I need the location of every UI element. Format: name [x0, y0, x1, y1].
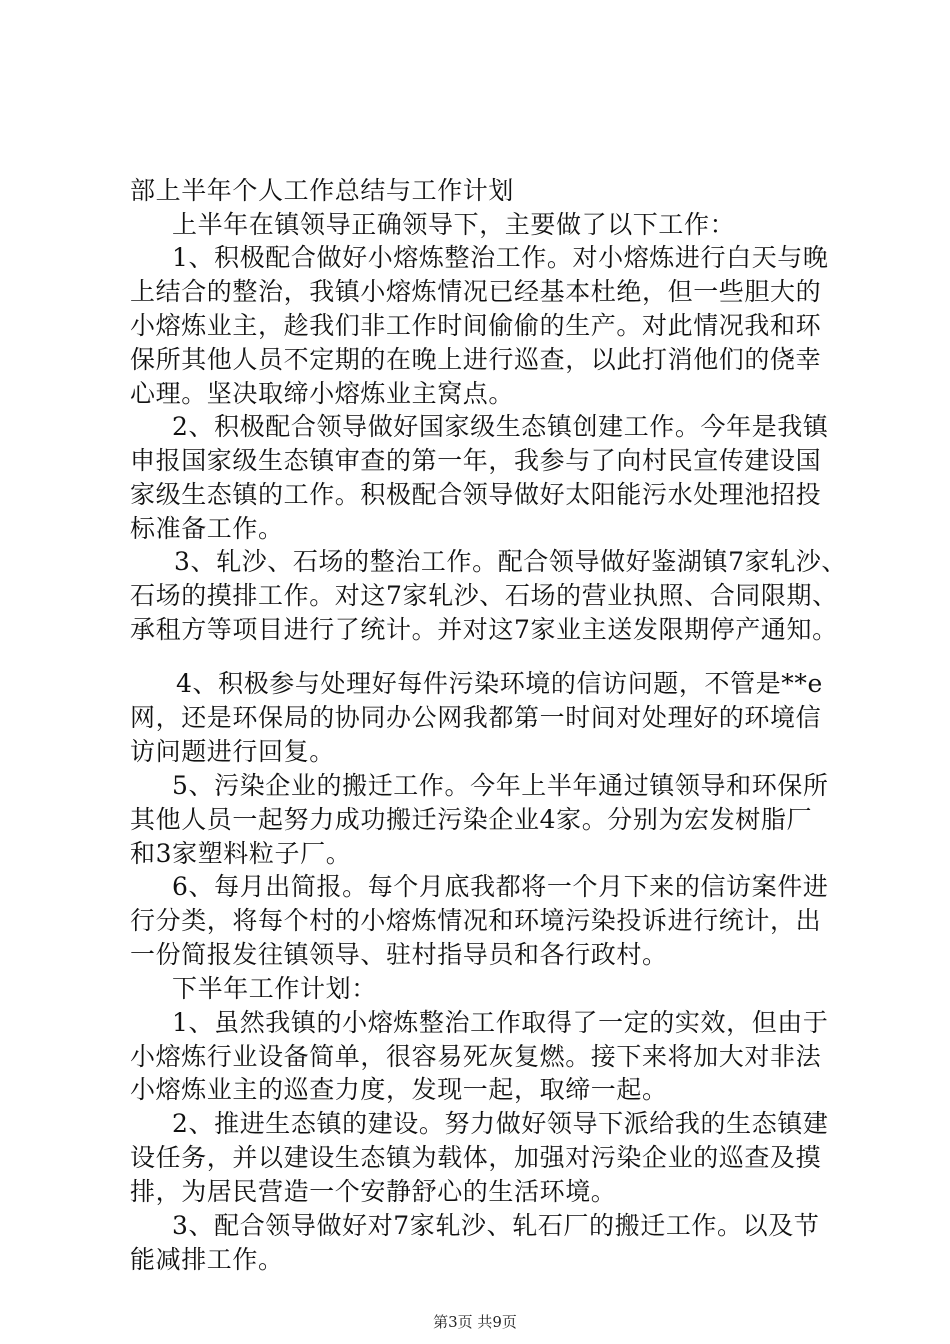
item2-line: 家级生态镇的工作。积极配合领导做好太阳能污水处理池招投: [130, 480, 822, 509]
item4-line: 访问题进行回复。: [130, 737, 335, 766]
plan2-line: 2、推进生态镇的建设。努力做好领导下派给我的生态镇建: [172, 1109, 829, 1138]
item3-line: 承租方等项目进行了统计。并对这7家业主送发限期停产通知。: [130, 615, 838, 644]
intro-paragraph: 上半年在镇领导正确领导下，主要做了以下工作：: [172, 210, 736, 239]
page-footer: 第3页 共9页: [433, 1313, 517, 1331]
item2-line: 申报国家级生态镇审查的第一年，我参与了向村民宣传建设国: [130, 446, 822, 475]
item6-line: 一份简报发往镇领导、驻村指导员和各行政村。: [130, 940, 668, 969]
item1-line: 上结合的整治，我镇小熔炼情况已经基本杜绝，但一些胆大的: [130, 277, 822, 306]
item1-line: 小熔炼业主，趁我们非工作时间偷偷的生产。对此情况我和环: [130, 311, 822, 340]
item1-line: 1、积极配合做好小熔炼整治工作。对小熔炼进行白天与晚: [172, 243, 829, 272]
item3-line: 3、轧沙、石场的整治工作。配合领导做好鉴湖镇7家轧沙、: [174, 547, 848, 576]
item3-line: 石场的摸排工作。对这7家轧沙、石场的营业执照、合同限期、: [130, 581, 838, 610]
item5-line: 和3家塑料粒子厂。: [130, 839, 352, 868]
plan1-line: 1、虽然我镇的小熔炼整治工作取得了一定的实效，但由于: [172, 1008, 829, 1037]
item1-line: 心理。坚决取缔小熔炼业主窝点。: [130, 379, 515, 408]
item6-line: 行分类，将每个村的小熔炼情况和环境污染投诉进行统计，出: [130, 906, 822, 935]
plan2-line: 设任务，并以建设生态镇为载体，加强对污染企业的巡查及摸: [130, 1143, 822, 1172]
item5-line: 5、污染企业的搬迁工作。今年上半年通过镇领导和环保所: [172, 771, 829, 800]
plan1-line: 小熔炼行业设备简单，很容易死灰复燃。接下来将加大对非法: [130, 1042, 822, 1071]
item2-line: 标准备工作。: [130, 514, 284, 543]
item4-line: 4、积极参与处理好每件污染环境的信访问题，不管是**e: [176, 669, 823, 698]
plan3-line: 3、配合领导做好对7家轧沙、轧石厂的搬迁工作。以及节: [172, 1211, 820, 1240]
item4-line: 网，还是环保局的协同办公网我都第一时间对处理好的环境信: [130, 703, 822, 732]
plan-heading: 下半年工作计划：: [172, 974, 377, 1003]
document-title: 部上半年个人工作总结与工作计划: [130, 176, 515, 205]
plan3-line: 能减排工作。: [130, 1245, 284, 1274]
plan2-line: 排，为居民营造一个安静舒心的生活环境。: [130, 1177, 617, 1206]
item1-line: 保所其他人员不定期的在晚上进行巡查，以此打消他们的侥幸: [130, 345, 822, 374]
item2-line: 2、积极配合领导做好国家级生态镇创建工作。今年是我镇: [172, 412, 829, 441]
item5-line: 其他人员一起努力成功搬迁污染企业4家。分别为宏发树脂厂: [130, 805, 813, 834]
plan1-line: 小熔炼业主的巡查力度，发现一起，取缔一起。: [130, 1075, 668, 1104]
item6-line: 6、每月出简报。每个月底我都将一个月下来的信访案件进: [172, 872, 829, 901]
